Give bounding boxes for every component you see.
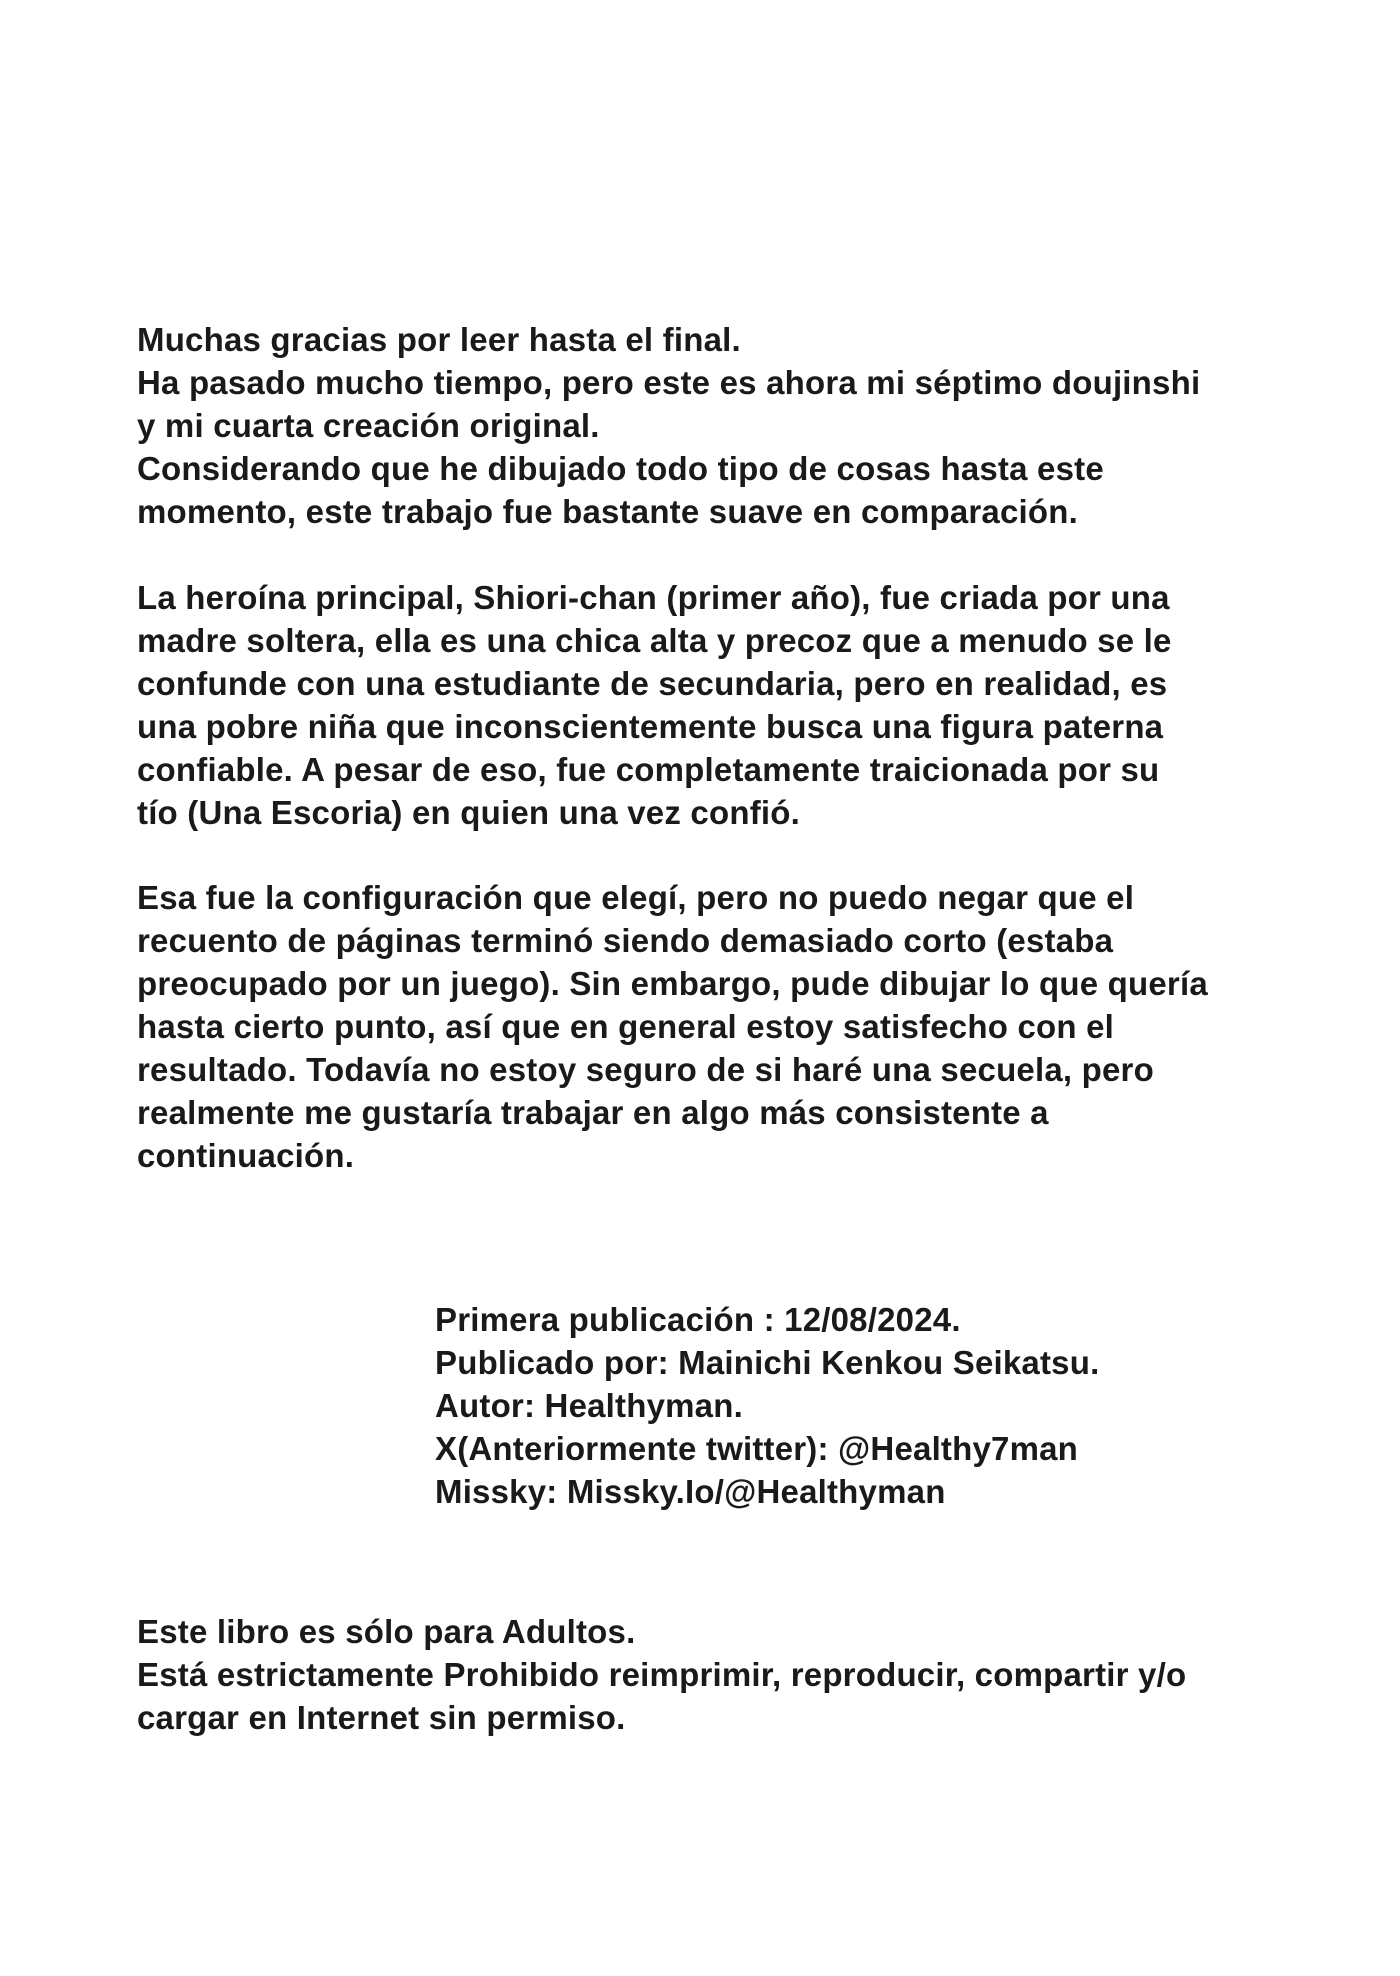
config-line: resultado. Todavía no estoy seguro de si haré una secuela, pero	[137, 1051, 1154, 1088]
configuration-paragraph	[137, 876, 1317, 1177]
heroine-line: confiable. A pesar de eso, fue completamente traicionada por su	[137, 751, 1160, 788]
publication-credits	[435, 1298, 1335, 1513]
x-handle: X(Anteriormente twitter): @Healthy7man	[435, 1430, 1079, 1467]
publisher: Publicado por: Mainichi Kenkou Seikatsu.	[435, 1344, 1100, 1381]
missky-handle: Missky: Missky.Io/@Healthyman	[435, 1473, 946, 1510]
legal-line: Está estrictamente Prohibido reimprimir, reproducir, compartir y/o	[137, 1656, 1187, 1693]
heroine-line: La heroína principal, Shiori-chan (primer año), fue criada por una	[137, 579, 1170, 616]
intro-line: y mi cuarta creación original.	[137, 407, 600, 444]
intro-line: Considerando que he dibujado todo tipo de cosas hasta este	[137, 450, 1104, 487]
heroine-line: una pobre niña que inconscientemente busca una figura paterna	[137, 708, 1164, 745]
heroine-line: confunde con una estudiante de secundaria, pero en realidad, es	[137, 665, 1168, 702]
author: Autor: Healthyman.	[435, 1387, 743, 1424]
config-line: continuación.	[137, 1137, 355, 1174]
intro-line: Ha pasado mucho tiempo, pero este es ahora mi séptimo doujinshi	[137, 364, 1201, 401]
heroine-paragraph	[137, 576, 1317, 834]
intro-paragraph	[137, 318, 1317, 533]
intro-line: Muchas gracias por leer hasta el final.	[137, 321, 741, 358]
config-line: preocupado por un juego). Sin embargo, pude dibujar lo que quería	[137, 965, 1208, 1002]
intro-line: momento, este trabajo fue bastante suave en comparación.	[137, 493, 1078, 530]
legal-line: Este libro es sólo para Adultos.	[137, 1613, 636, 1650]
config-line: Esa fue la configuración que elegí, pero no puedo negar que el	[137, 879, 1135, 916]
legal-line: cargar en Internet sin permiso.	[137, 1699, 626, 1736]
config-line: hasta cierto punto, así que en general estoy satisfecho con el	[137, 1008, 1115, 1045]
first-publication-date: Primera publicación : 12/08/2024.	[435, 1301, 961, 1338]
legal-notice	[137, 1610, 1317, 1739]
config-line: recuento de páginas terminó siendo demasiado corto (estaba	[137, 922, 1114, 959]
config-line: realmente me gustaría trabajar en algo más consistente a	[137, 1094, 1049, 1131]
heroine-line: tío (Una Escoria) en quien una vez confió.	[137, 794, 800, 831]
heroine-line: madre soltera, ella es una chica alta y precoz que a menudo se le	[137, 622, 1172, 659]
